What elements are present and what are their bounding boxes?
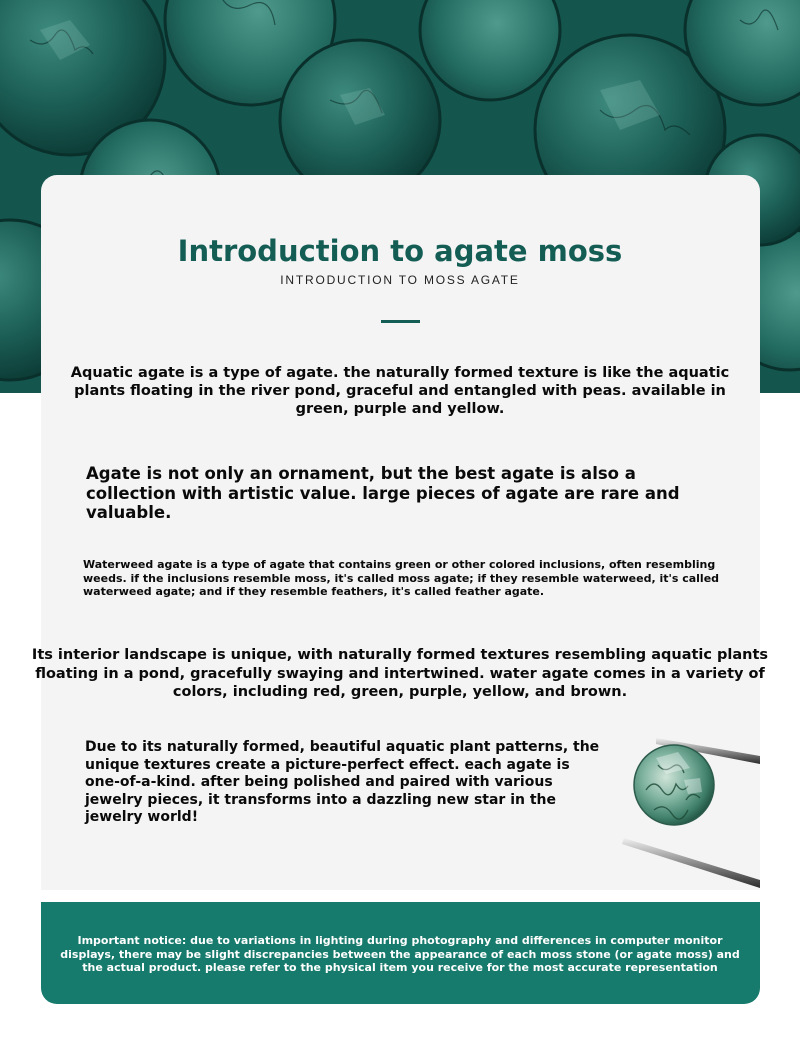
paragraph-agate-collection: Agate is not only an ornament, but the best agate is also a collection with artistic value. large pieces of agate are rare and valuable.	[86, 464, 680, 522]
paragraph-interior-landscape: Its interior landscape is unique, with naturally formed textures resembling aquatic plants floating in a pond, gracefully swaying and intertwined. water agate comes in a variety of colors, including red, green, purple, yellow, and brown.	[31, 647, 769, 700]
paragraph-aquatic-agate: Aquatic agate is a type of agate. the naturally formed texture is like the aquatic plants floating in the river pond, graceful and entangled with peas. available in green, purple and yellow.	[70, 365, 730, 417]
paragraph-plant-patterns: Due to its naturally formed, beautiful aquatic plant patterns, the unique textures create a picture-perfect effect. each agate is one-of-a-kind. after being polished and paired with various jewelry pieces, it transforms into a dazzling new star in the jewelry world!	[85, 739, 600, 825]
moss-agate-gem-image	[596, 720, 760, 890]
page-title: Introduction to agate moss	[177, 234, 623, 268]
page-subtitle: INTRODUCTION TO MOSS AGATE	[280, 273, 520, 287]
title-divider	[381, 320, 420, 323]
paragraph-waterweed-agate: Waterweed agate is a type of agate that contains green or other colored inclusions, often resembling weeds. if the inclusions resemble moss, it's called moss agate; if they resemble waterweed, it's called waterweed agate; and if they resemble feathers, it's called feather agate.	[83, 558, 720, 598]
important-notice-text: Important notice: due to variations in lighting during photography and differences in computer monitor displays, there may be slight discrepancies between the appearance of each moss stone (or agate moss) and the actual product. please refer to the physical item you receive for the most accurate representation	[60, 934, 740, 974]
